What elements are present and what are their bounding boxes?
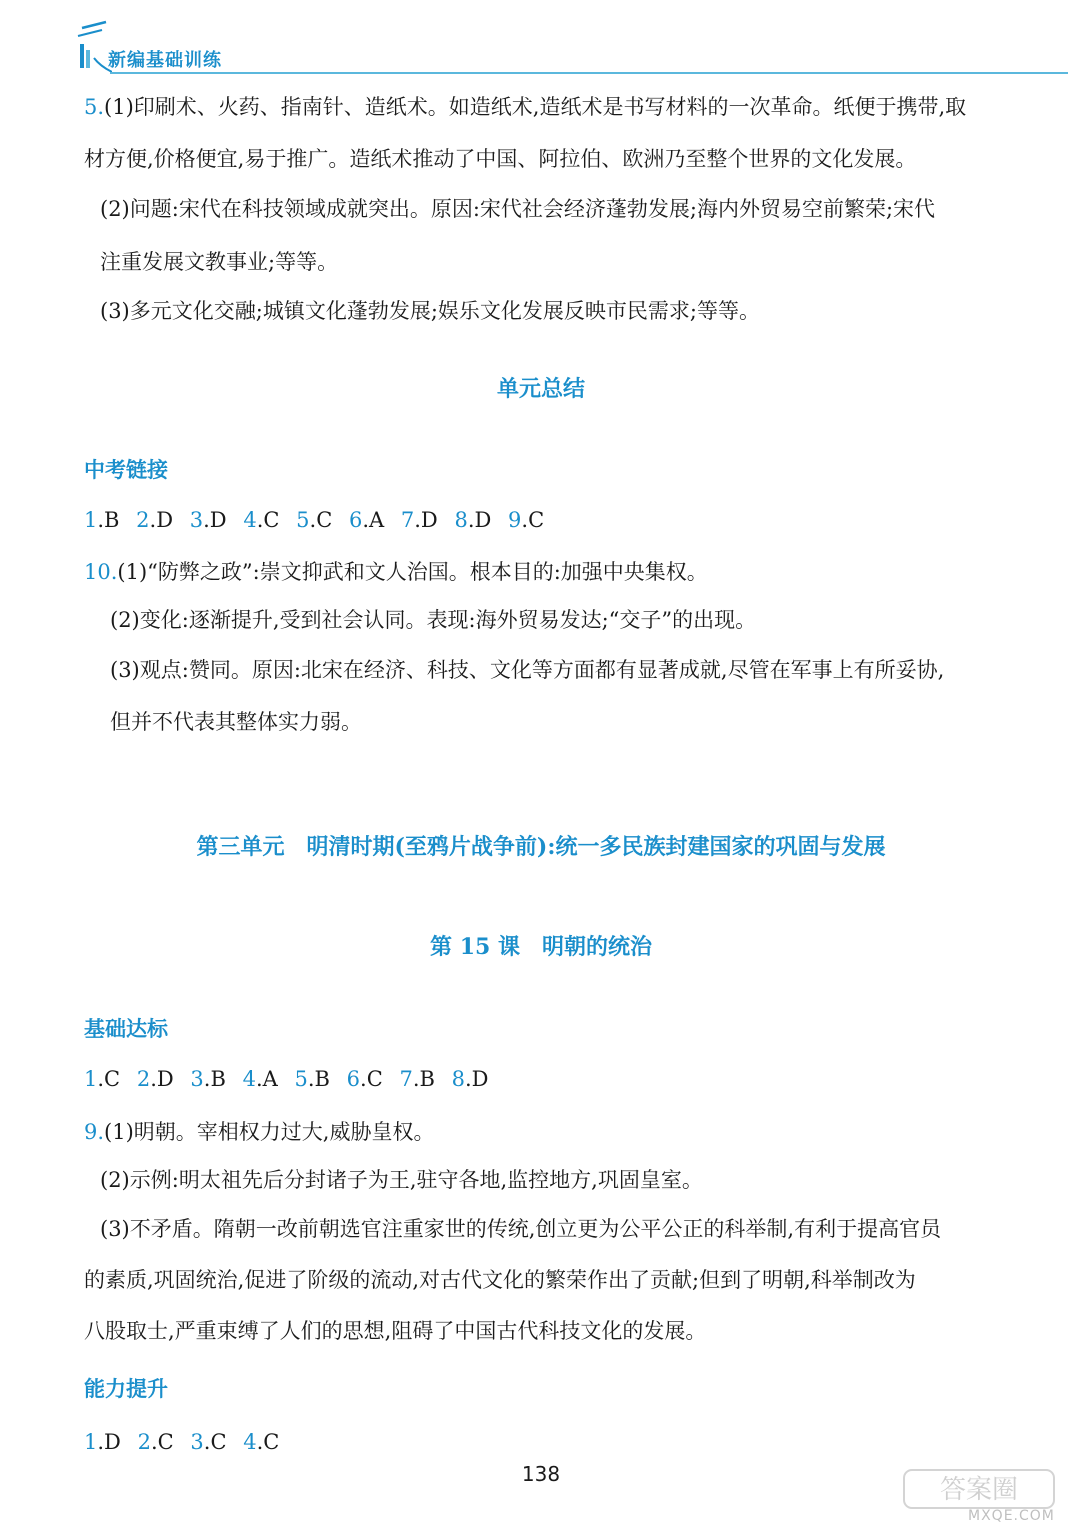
basic-answer-3-number: 3	[190, 1067, 204, 1091]
adv-answer-4-choice: .C	[256, 1430, 280, 1454]
answer-7-number: 7	[400, 508, 415, 532]
adv-answer-2-number: 2	[137, 1430, 151, 1454]
basic-answer-5	[294, 1067, 329, 1091]
basic-answer-1-number: 1	[84, 1067, 98, 1091]
answer-8-number: 8	[454, 508, 468, 532]
answer-3-choice: .D	[203, 508, 227, 532]
basic-answer-6-number: 6	[346, 1067, 361, 1091]
q5-line-2: 材方便,价格便宜,易于推广。造纸术推动了中国、阿拉伯、欧洲乃至整个世界的文化发展。	[84, 147, 917, 171]
basic-answer-5-number: 5	[294, 1067, 308, 1091]
section-zhongkao: 中考链接	[84, 458, 168, 482]
q10-line-1	[84, 558, 708, 586]
book-title: 新编基础训练	[108, 50, 222, 71]
basic-answer-4-number: 4	[242, 1067, 256, 1091]
answer-2-choice: .D	[149, 508, 174, 532]
basic-answer-8	[452, 1067, 489, 1091]
answer-1-choice: .B	[97, 508, 120, 532]
q9-line-4: 的素质,巩固统治,促进了阶级的流动,对古代文化的繁荣作出了贡献;但到了明朝,科举制改为	[84, 1268, 916, 1292]
adv-answer-1	[84, 1430, 121, 1454]
adv-answer-4-number: 4	[243, 1430, 257, 1454]
q5-number: 5.	[84, 95, 105, 119]
header-divider	[110, 72, 1068, 74]
basic-answer-8-choice: .D	[465, 1067, 489, 1091]
adv-answer-3	[190, 1430, 226, 1454]
answer-9-choice: .C	[521, 508, 545, 532]
basic-answer-3	[190, 1067, 225, 1091]
answer-9	[508, 508, 544, 532]
answer-row-3	[84, 1430, 289, 1454]
answer-1	[84, 508, 119, 532]
adv-answer-3-number: 3	[190, 1430, 204, 1454]
lesson15-title: 第 15 课 明朝的统治	[430, 934, 652, 960]
basic-answer-2	[137, 1067, 174, 1091]
answer-3-number: 3	[189, 508, 204, 532]
adv-answer-2	[138, 1430, 174, 1454]
q5-line-5: (3)多元文化交融;城镇文化蓬勃发展;娱乐文化发展反映市民需求;等等。	[100, 299, 760, 323]
answer-5	[296, 508, 332, 532]
adv-answer-1-choice: .D	[97, 1430, 121, 1454]
answer-4-number: 4	[243, 508, 257, 532]
basic-answer-2-choice: .D	[150, 1067, 174, 1091]
q9-line-2: (2)示例:明太祖先后分封诸子为王,驻守各地,监控地方,巩固皇室。	[100, 1168, 703, 1192]
basic-answer-7	[399, 1067, 434, 1091]
answer-7-choice: .D	[414, 508, 438, 532]
section-basic: 基础达标	[84, 1017, 168, 1041]
answer-row-2	[84, 1067, 499, 1091]
basic-answer-1	[84, 1067, 120, 1091]
basic-answer-6	[347, 1067, 383, 1091]
answer-5-choice: .C	[309, 508, 333, 532]
page-number: 138	[521, 1462, 561, 1486]
answer-6	[349, 508, 384, 532]
watermark-text: MXQE.COM	[968, 1508, 1055, 1524]
q10-line-4: 但并不代表其整体实力弱。	[110, 710, 362, 734]
q9-text-1: (1)明朝。宰相权力过大,威胁皇权。	[104, 1120, 435, 1144]
basic-answer-1-choice: .C	[97, 1067, 121, 1091]
q9-line-1	[84, 1118, 434, 1146]
book-logo-icon	[72, 18, 112, 74]
answer-9-number: 9	[508, 508, 522, 532]
section-advanced: 能力提升	[84, 1377, 168, 1401]
page-header	[72, 18, 1068, 78]
answer-1-number: 1	[84, 508, 98, 532]
q5-line-3: (2)问题:宋代在科技领域成就突出。原因:宋代社会经济蓬勃发展;海内外贸易空前繁荣;宋代	[100, 197, 936, 221]
answer-4	[243, 508, 279, 532]
answer-2	[136, 508, 173, 532]
answer-4-choice: .C	[256, 508, 280, 532]
basic-answer-2-number: 2	[136, 1067, 151, 1091]
answer-row-1	[84, 508, 554, 532]
q10-text-1: (1)“防弊之政”:崇文抑武和文人治国。根本目的:加强中央集权。	[117, 560, 708, 584]
basic-answer-7-number: 7	[399, 1067, 413, 1091]
answer-3	[190, 508, 227, 532]
adv-answer-3-choice: .C	[203, 1430, 227, 1454]
q9-line-3: (3)不矛盾。隋朝一改前朝选官注重家世的传统,创立更为公平公正的科举制,有利于提高官员	[100, 1217, 942, 1241]
answer-7	[401, 508, 438, 532]
answer-8-choice: .D	[467, 508, 492, 532]
q5-line-4: 注重发展文教事业;等等。	[100, 250, 339, 274]
basic-answer-7-choice: .B	[412, 1067, 435, 1091]
basic-answer-8-number: 8	[451, 1067, 465, 1091]
basic-answer-4	[243, 1067, 278, 1091]
answer-2-number: 2	[136, 508, 150, 532]
answer-5-number: 5	[296, 508, 310, 532]
adv-answer-4	[243, 1430, 279, 1454]
q10-line-2: (2)变化:逐渐提升,受到社会认同。表现:海外贸易发达;“交子”的出现。	[110, 608, 757, 632]
q5-line-1	[84, 93, 966, 121]
answer-6-choice: .A	[362, 508, 385, 532]
q10-number: 10.	[84, 560, 118, 584]
basic-answer-6-choice: .C	[360, 1067, 383, 1091]
q5-text-1: (1)印刷术、火药、指南针、造纸术。如造纸术,造纸术是书写材料的一次革命。纸便于携带,取	[104, 95, 967, 119]
adv-answer-2-choice: .C	[150, 1430, 174, 1454]
basic-answer-3-choice: .B	[203, 1067, 226, 1091]
unit-summary-title: 单元总结	[496, 376, 585, 402]
adv-answer-1-number: 1	[84, 1430, 98, 1454]
answer-6-number: 6	[348, 508, 363, 532]
answer-8	[454, 508, 491, 532]
basic-answer-4-choice: .A	[255, 1067, 278, 1091]
q9-line-5: 八股取士,严重束缚了人们的思想,阻碍了中国古代科技文化的发展。	[84, 1319, 707, 1343]
q9-number: 9.	[84, 1120, 105, 1144]
unit3-title: 第三单元 明清时期(至鸦片战争前):统一多民族封建国家的巩固与发展	[196, 834, 886, 860]
svg-text:答案圈: 答案圈	[939, 1475, 1019, 1505]
basic-answer-5-choice: .B	[307, 1067, 330, 1091]
q10-line-3: (3)观点:赞同。原因:北宋在经济、科技、文化等方面都有显著成就,尽管在军事上有所妥协,	[110, 658, 945, 682]
